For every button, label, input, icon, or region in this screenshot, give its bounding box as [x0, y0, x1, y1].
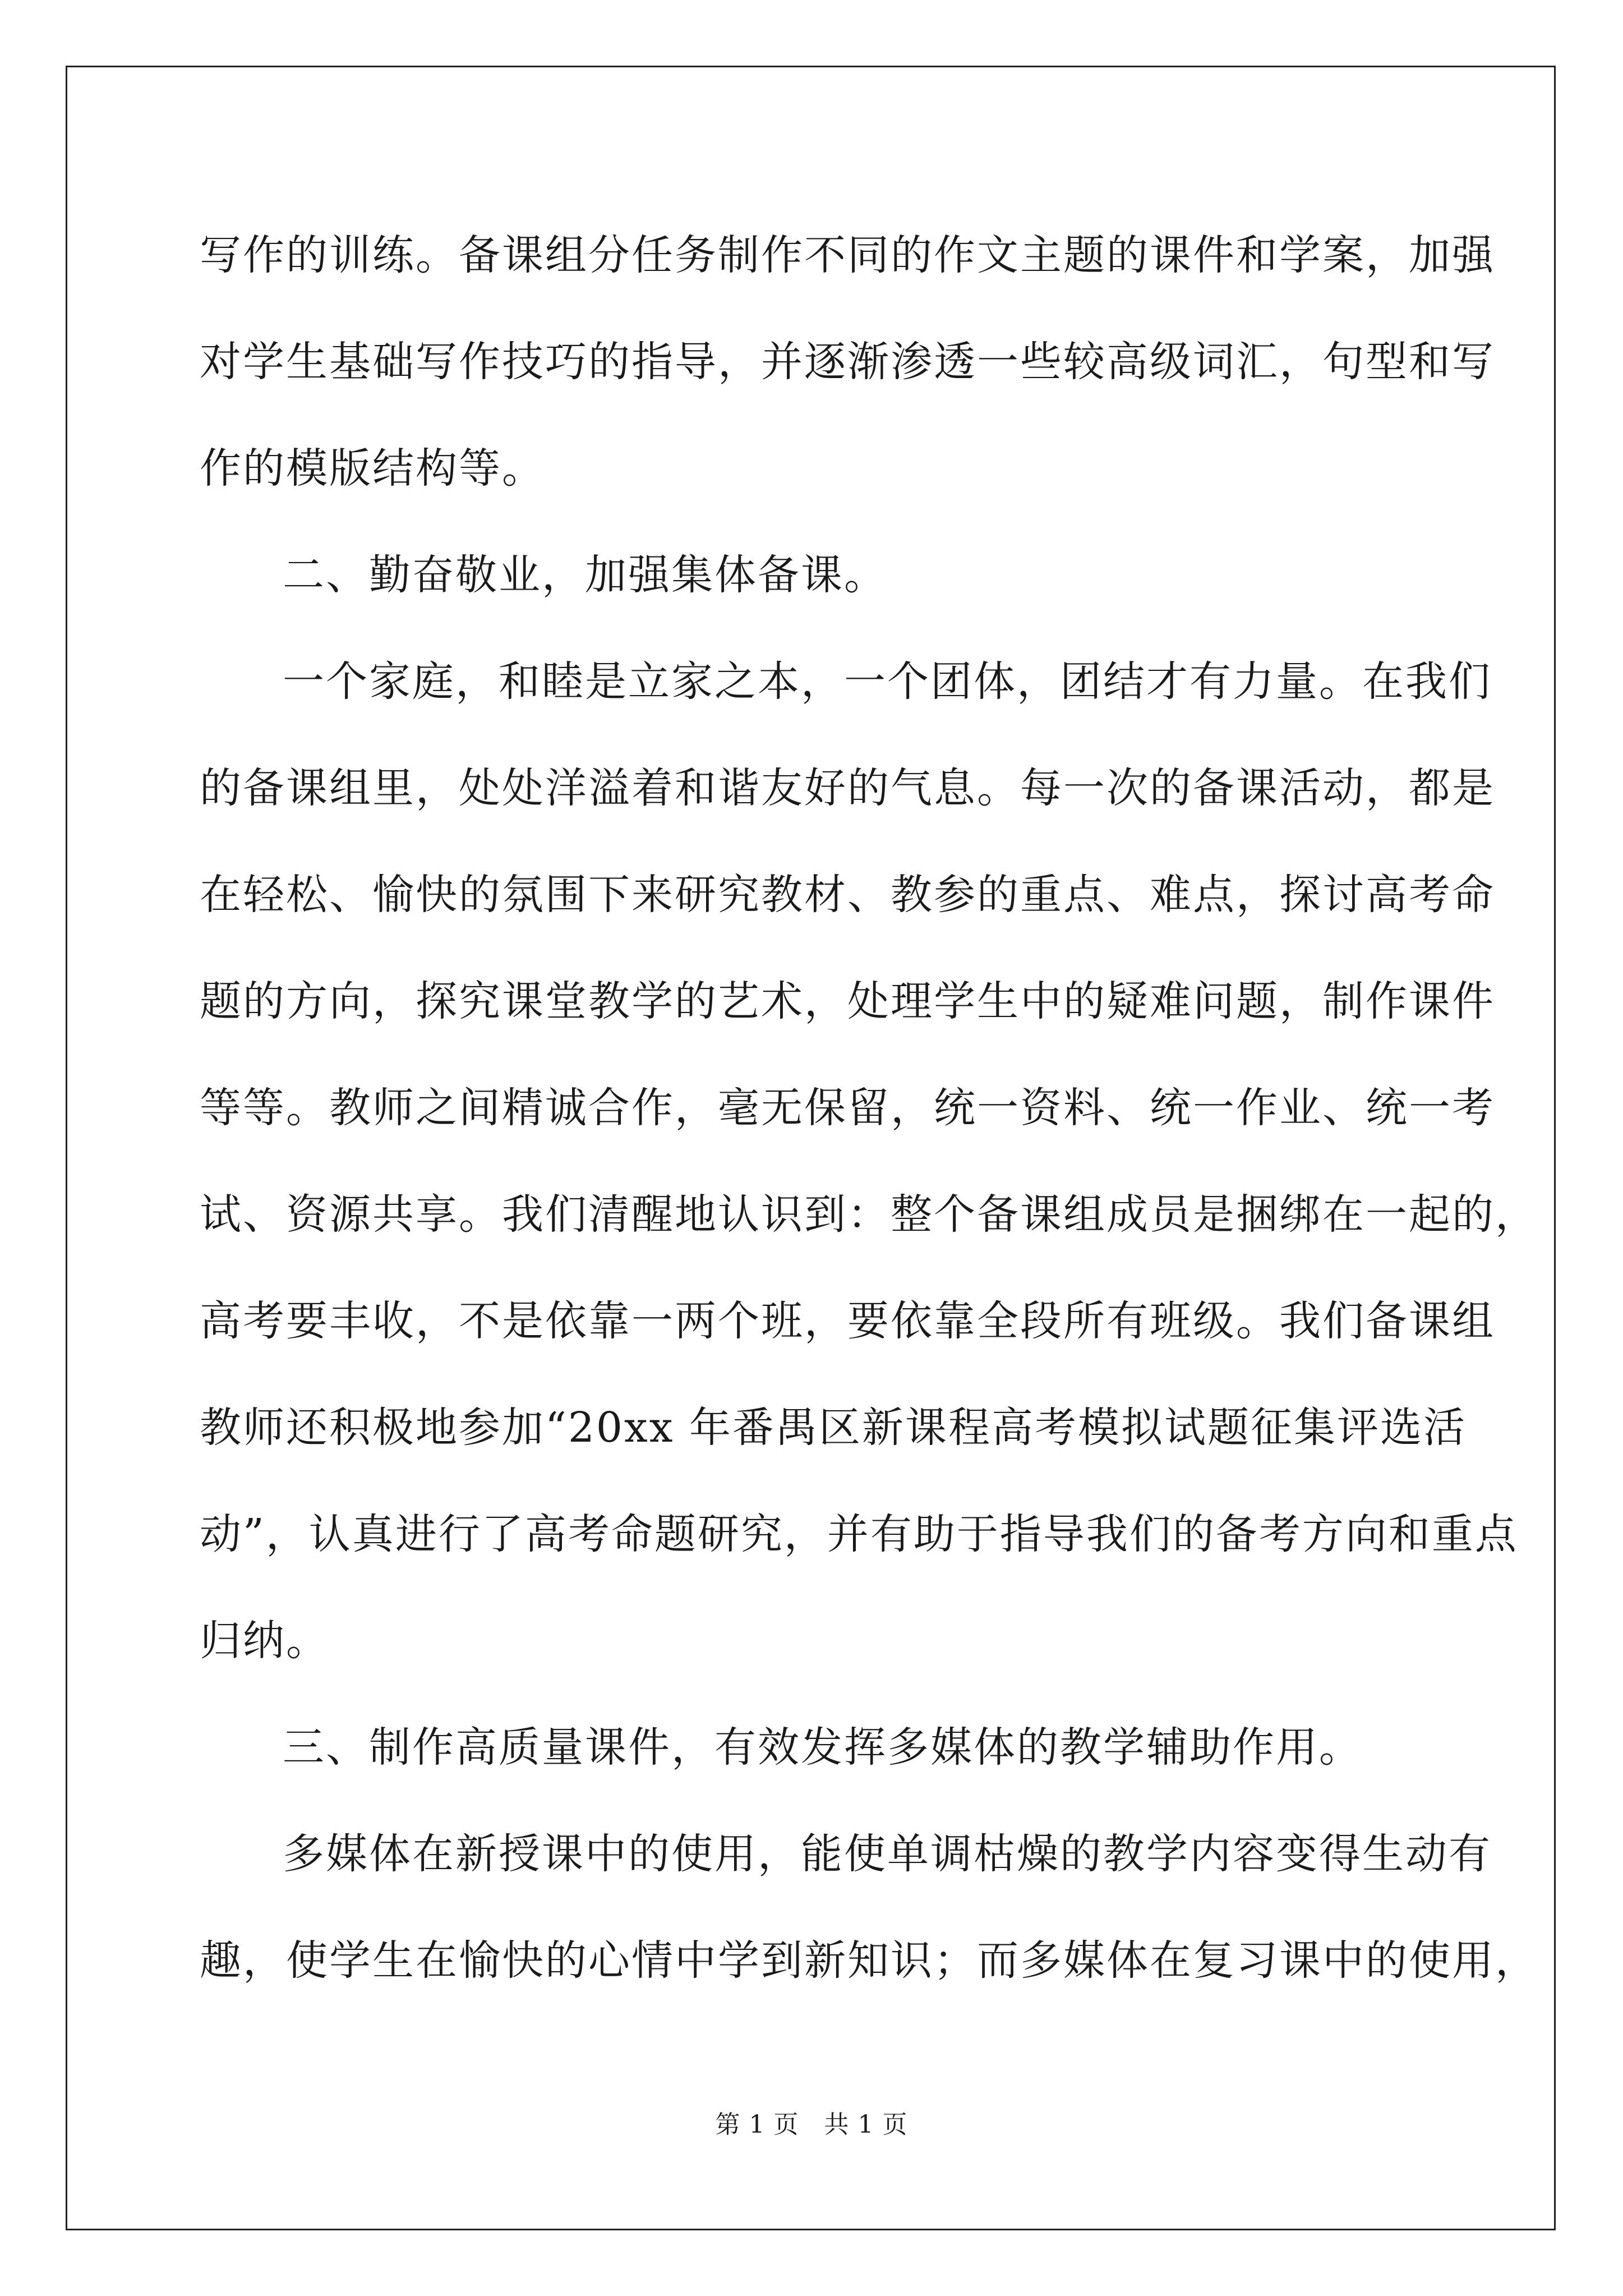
text-line: 的备课组里，处处洋溢着和谐友好的气息。每一次的备课活动，都是 [200, 764, 1495, 812]
page-footer: 第 1 页 共 1 页 [715, 2110, 908, 2139]
text-line: 等等。教师之间精诚合作，毫无保留，统一资料、统一作业、统一考 [200, 1084, 1495, 1132]
text-line: 在轻松、愉快的氛围下来研究教材、教参的重点、难点，探讨高考命 [200, 871, 1495, 919]
text-line: 归纳。 [200, 1617, 329, 1665]
text-line: 对学生基础写作技巧的指导，并逐渐渗透一些较高级词汇，句型和写 [200, 338, 1495, 386]
text-line: 教师还积极地参加“20xx 年番禺区新课程高考模拟试题征集评选活 [200, 1404, 1467, 1452]
document-body [200, 202, 1538, 2014]
section-heading: 二、勤奋敬业，加强集体备课。 [283, 551, 887, 599]
section-heading: 三、制作高质量课件，有效发挥多媒体的教学辅助作用。 [283, 1723, 1362, 1772]
text-line: 动”，认真进行了高考命题研究，并有助于指导我们的备考方向和重点 [200, 1510, 1518, 1558]
text-line: 作的模版结构等。 [200, 444, 545, 493]
text-line: 题的方向，探究课堂教学的艺术，处理学生中的疑难问题，制作课件 [200, 977, 1495, 1025]
text-line: 趣，使学生在愉快的心情中学到新知识；而多媒体在复习课中的使用， [200, 1936, 1538, 1985]
text-line: 写作的训练。备课组分任务制作不同的作文主题的课件和学案，加强 [200, 231, 1495, 279]
paragraph-start-line: 一个家庭，和睦是立家之本，一个团体，团结才有力量。在我们 [283, 657, 1492, 706]
text-line: 高考要丰收，不是依靠一两个班，要依靠全段所有班级。我们备课组 [200, 1297, 1495, 1345]
text-line: 试、资源共享。我们清醒地认识到：整个备课组成员是捆绑在一起的， [200, 1190, 1538, 1239]
paragraph-start-line: 多媒体在新授课中的使用，能使单调枯燥的教学内容变得生动有 [283, 1830, 1492, 1878]
